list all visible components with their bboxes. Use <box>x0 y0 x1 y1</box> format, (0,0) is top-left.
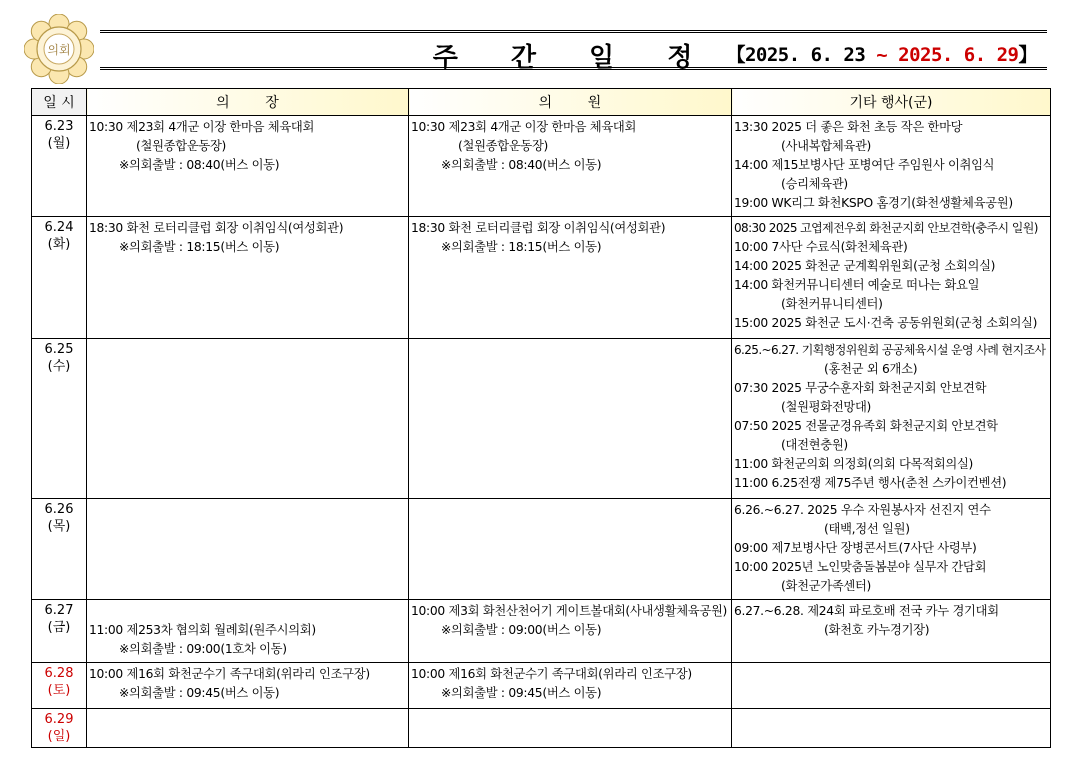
other-cell <box>732 217 1051 339</box>
date-weekday: (일) <box>47 729 71 744</box>
date-day: 6.24 <box>44 220 74 235</box>
col-header-member: 의 원 <box>409 89 732 116</box>
schedule-line: 14:00 화천커뮤니티센터 예술로 떠나는 화요일 <box>734 278 980 292</box>
schedule-line: (홍천군 외 6개소) <box>824 362 918 376</box>
period-open: 【2025. 6. 23 <box>726 44 877 66</box>
schedule-row <box>32 217 1051 339</box>
schedule-line: ※의회출발 : 18:15(버스 이동) <box>119 240 280 254</box>
date-weekday: (월) <box>47 136 71 151</box>
schedule-row <box>32 600 1051 663</box>
date-cell <box>32 600 87 663</box>
date-cell <box>32 217 87 339</box>
schedule-line: 07:30 2025 무궁수훈자회 화천군지회 안보견학 <box>734 381 987 395</box>
chair-cell <box>87 499 409 600</box>
member-cell <box>409 709 732 748</box>
date-weekday: (목) <box>47 519 71 534</box>
date-cell <box>32 339 87 499</box>
chair-cell <box>87 600 409 663</box>
other-cell <box>732 339 1051 499</box>
schedule-line: ※의회출발 : 08:40(버스 이동) <box>441 158 602 172</box>
page-title: 주 간 일 정 <box>432 43 715 73</box>
schedule-line: 18:30 화천 로터리클럽 회장 이취임식(여성회관) <box>411 221 666 235</box>
date-cell <box>32 499 87 600</box>
schedule-line: 13:30 2025 더 좋은 화천 초등 작은 한마당 <box>734 120 963 134</box>
col-header-other: 기타 행사(군) <box>732 89 1051 116</box>
chair-cell <box>87 217 409 339</box>
col-header-chair: 의 장 <box>87 89 409 116</box>
schedule-row <box>32 499 1051 600</box>
schedule-line: 14:00 2025 화천군 군계획위원회(군청 소회의실) <box>734 259 996 273</box>
date-cell <box>32 709 87 748</box>
schedule-line: (화천군가족센터) <box>781 579 872 593</box>
schedule-row <box>32 709 1051 748</box>
schedule-line: 11:00 제253차 협의회 월례회(원주시의회) <box>89 623 316 637</box>
chair-cell <box>87 709 409 748</box>
schedule-line: 10:00 7사단 수료식(화천체육관) <box>734 240 908 254</box>
date-day: 6.29 <box>44 712 74 727</box>
schedule-line: ※의회출발 : 18:15(버스 이동) <box>441 240 602 254</box>
schedule-line: 6.25.~6.27. 기획행정위원회 공공체육시설 운영 사례 현지조사 <box>734 343 1046 357</box>
schedule-line: (철원평화전망대) <box>781 400 872 414</box>
schedule-row <box>32 663 1051 709</box>
other-cell <box>732 499 1051 600</box>
chair-cell <box>87 116 409 217</box>
chair-cell <box>87 663 409 709</box>
schedule-line: 10:00 2025년 노인맞춤돌봄분야 실무자 간담회 <box>734 560 987 574</box>
schedule-row <box>32 116 1051 217</box>
schedule-line: 15:00 2025 화천군 도시·건축 공동위원회(군청 소회의실) <box>734 316 1038 330</box>
schedule-line: ※의회출발 : 09:45(버스 이동) <box>441 686 602 700</box>
schedule-line: (사내복합체육관) <box>781 139 872 153</box>
date-cell <box>32 663 87 709</box>
council-seal-logo <box>24 14 94 84</box>
schedule-line: 07:50 2025 전몰군경유족회 화천군지회 안보견학 <box>734 419 998 433</box>
schedule-line: (화천커뮤니티센터) <box>781 297 883 311</box>
chair-cell <box>87 339 409 499</box>
schedule-line: 18:30 화천 로터리클럽 회장 이취임식(여성회관) <box>89 221 344 235</box>
schedule-line: 10:30 제23회 4개군 이장 한마음 체육대회 <box>89 120 315 134</box>
period-end: 2025. 6. 29 <box>887 44 1019 66</box>
schedule-line: 10:00 제16회 화천군수기 족구대회(위라리 인조구장) <box>89 667 370 681</box>
schedule-line: 08:30 2025 고엽제전우회 화천군지회 안보견학(충주시 일원) <box>734 221 1038 235</box>
period-close: 】 <box>1018 44 1037 66</box>
col-header-date: 일 시 <box>32 89 87 116</box>
schedule-row <box>32 339 1051 499</box>
date-cell <box>32 116 87 217</box>
schedule-line: 6.26.~6.27. 2025 우수 자원봉사자 선진지 연수 <box>734 503 991 517</box>
schedule-line: 19:00 WK리그 화천KSPO 홈경기(화천생활체육공원) <box>734 196 1013 210</box>
date-day: 6.26 <box>44 502 74 517</box>
seal-text: 의회 <box>47 43 71 57</box>
other-cell <box>732 600 1051 663</box>
date-weekday: (수) <box>47 359 71 374</box>
schedule-line: (태백,정선 일원) <box>824 522 910 536</box>
other-cell <box>732 116 1051 217</box>
schedule-line: (철원종합운동장) <box>458 139 549 153</box>
schedule-line: ※의회출발 : 09:45(버스 이동) <box>119 686 280 700</box>
other-cell <box>732 709 1051 748</box>
schedule-line: 09:00 제7보병사단 장병콘서트(7사단 사령부) <box>734 541 977 555</box>
schedule-line: 10:30 제23회 4개군 이장 한마음 체육대회 <box>411 120 637 134</box>
schedule-line: (승리체육관) <box>781 177 848 191</box>
schedule-line: ※의회출발 : 09:00(버스 이동) <box>441 623 602 637</box>
member-cell <box>409 600 732 663</box>
period-range <box>726 40 1037 67</box>
date-day: 6.27 <box>44 603 74 618</box>
member-cell <box>409 499 732 600</box>
schedule-line: (화천호 카누경기장) <box>824 623 930 637</box>
schedule-line: ※의회출발 : 09:00(1호차 이동) <box>119 642 287 656</box>
other-cell <box>732 663 1051 709</box>
title-bar <box>100 30 1047 73</box>
period-separator: ~ <box>876 44 888 66</box>
date-weekday: (토) <box>47 683 71 698</box>
schedule-line <box>89 602 406 621</box>
schedule-line: (대전현충원) <box>781 438 848 452</box>
member-cell <box>409 116 732 217</box>
date-day: 6.28 <box>44 666 74 681</box>
schedule-line: (철원종합운동장) <box>136 139 227 153</box>
schedule-line: ※의회출발 : 08:40(버스 이동) <box>119 158 280 172</box>
schedule-table <box>31 88 1051 748</box>
schedule-line: 11:00 6.25전쟁 제75주년 행사(춘천 스카이컨벤션) <box>734 476 1007 490</box>
schedule-line: 10:00 제3회 화천산천어기 게이트볼대회(사내생활체육공원) <box>411 604 728 618</box>
date-day: 6.23 <box>44 119 74 134</box>
member-cell <box>409 339 732 499</box>
date-day: 6.25 <box>44 342 74 357</box>
schedule-line: 11:00 화천군의회 의정회(의회 다목적회의실) <box>734 457 974 471</box>
schedule-line: 10:00 제16회 화천군수기 족구대회(위라리 인조구장) <box>411 667 692 681</box>
date-weekday: (금) <box>47 620 71 635</box>
schedule-line: 6.27.~6.28. 제24회 파로호배 전국 카누 경기대회 <box>734 604 999 618</box>
member-cell <box>409 217 732 339</box>
member-cell <box>409 663 732 709</box>
header-row <box>32 89 1051 116</box>
schedule-line: 14:00 제15보병사단 포병여단 주임원사 이취임식 <box>734 158 995 172</box>
date-weekday: (화) <box>47 237 71 252</box>
